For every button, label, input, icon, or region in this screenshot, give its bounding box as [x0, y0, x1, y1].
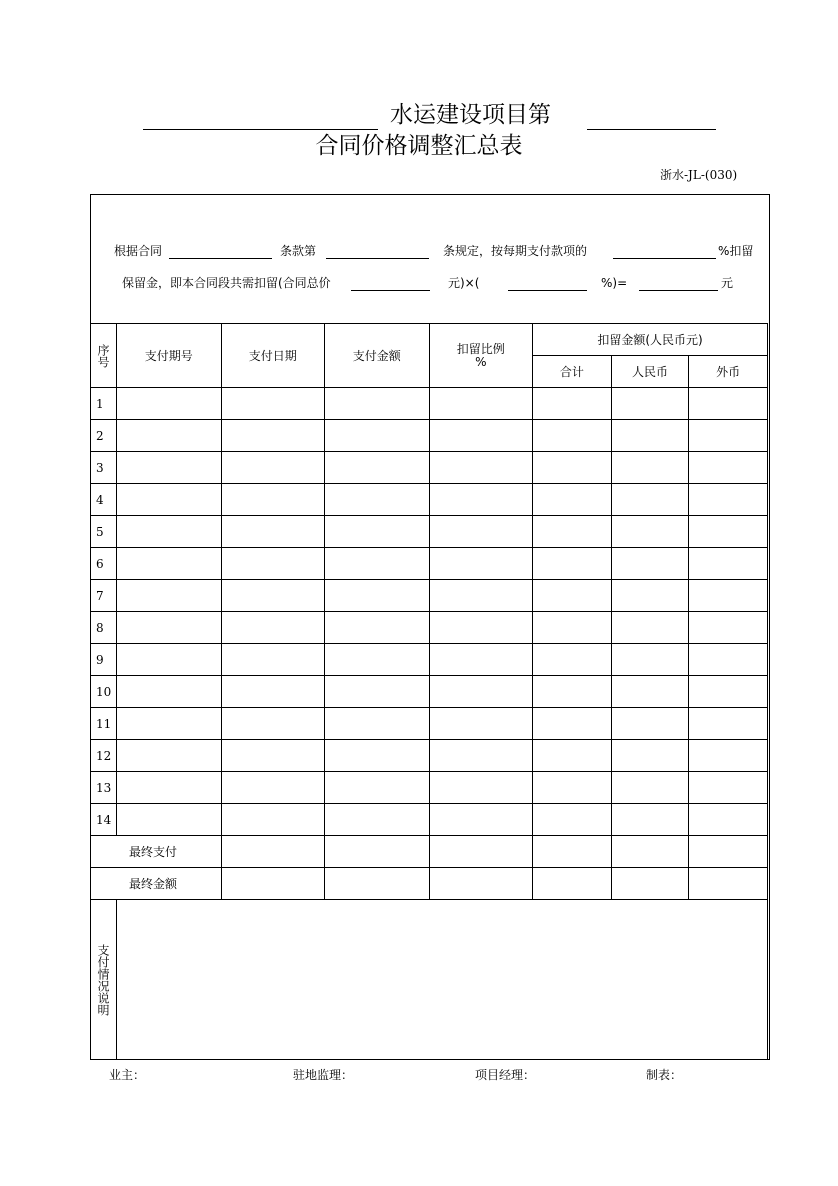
- final-amount-row: [91, 868, 768, 900]
- row-number: 3: [91, 452, 117, 484]
- cell-rmb[interactable]: [611, 388, 689, 420]
- cell-rmb[interactable]: [611, 804, 689, 836]
- cell-total[interactable]: [533, 804, 612, 836]
- row-number: 10: [91, 676, 117, 708]
- table-row: [91, 772, 768, 804]
- cell-foreign[interactable]: [689, 580, 768, 612]
- title-text-1: 水运建设项目第: [390, 102, 551, 128]
- cell-foreign[interactable]: [689, 388, 768, 420]
- blank-total-price: [351, 290, 430, 291]
- owner-label: 业主：: [109, 1068, 146, 1082]
- cell-period[interactable]: [116, 420, 221, 452]
- intro-text-withhold: %扣留: [718, 244, 754, 258]
- cell-rmb[interactable]: [611, 772, 689, 804]
- manager-label: 项目经理：: [475, 1068, 536, 1082]
- cell-foreign[interactable]: [689, 548, 768, 580]
- cell-rmb[interactable]: [611, 612, 689, 644]
- header-ratio: [429, 324, 533, 388]
- cell-date[interactable]: [221, 868, 325, 900]
- blank-percent: [613, 258, 716, 259]
- table-row: [91, 804, 768, 836]
- cell-amount[interactable]: [325, 388, 429, 420]
- table-row: [91, 484, 768, 516]
- header-ratio-unit: %: [475, 354, 487, 369]
- row-number: 2: [91, 420, 117, 452]
- table-row: [91, 644, 768, 676]
- cell-total[interactable]: [533, 548, 612, 580]
- cell-total[interactable]: [533, 388, 612, 420]
- header-withheld: 扣留金额(人民币元): [533, 324, 768, 356]
- blank-contract: [169, 258, 272, 259]
- row-number: 9: [91, 644, 117, 676]
- cell-date[interactable]: [221, 676, 325, 708]
- cell-amount[interactable]: [325, 836, 429, 868]
- final-payment-row-label: 最终支付: [91, 836, 222, 868]
- remarks-label: [91, 900, 117, 1060]
- table-row: [91, 388, 768, 420]
- page-title: 合同价格调整汇总表: [315, 133, 523, 159]
- cell-period[interactable]: [116, 644, 221, 676]
- intro-section: [91, 195, 769, 323]
- header-rmb: 人民币: [611, 356, 689, 388]
- header-period: 支付期号: [116, 324, 221, 388]
- cell-date[interactable]: [221, 612, 325, 644]
- cell-period[interactable]: [116, 580, 221, 612]
- cell-amount[interactable]: [325, 516, 429, 548]
- cell-date[interactable]: [221, 708, 325, 740]
- cell-foreign[interactable]: [689, 484, 768, 516]
- row-number: 1: [91, 388, 117, 420]
- header-amount: 支付金额: [325, 324, 429, 388]
- cell-period[interactable]: [116, 612, 221, 644]
- title-line-1: [0, 100, 838, 130]
- cell-ratio[interactable]: [429, 676, 533, 708]
- header-row-1: [91, 324, 768, 356]
- cell-amount[interactable]: [325, 420, 429, 452]
- row-number: 13: [91, 772, 117, 804]
- table-row: [91, 676, 768, 708]
- cell-date[interactable]: [221, 772, 325, 804]
- cell-ratio[interactable]: [429, 580, 533, 612]
- cell-amount[interactable]: [325, 772, 429, 804]
- cell-period[interactable]: [116, 676, 221, 708]
- row-number: 7: [91, 580, 117, 612]
- cell-period[interactable]: [116, 516, 221, 548]
- cell-period[interactable]: [116, 484, 221, 516]
- row-number: 12: [91, 740, 117, 772]
- cell-rmb[interactable]: [611, 516, 689, 548]
- cell-total[interactable]: [533, 580, 612, 612]
- remarks-label-text: 支付情况说明: [95, 943, 110, 1016]
- cell-foreign[interactable]: [689, 708, 768, 740]
- cell-amount[interactable]: [325, 548, 429, 580]
- cell-foreign[interactable]: [689, 676, 768, 708]
- cell-rmb[interactable]: [611, 676, 689, 708]
- table-row: [91, 708, 768, 740]
- header-foreign: 外币: [689, 356, 768, 388]
- final-amount-row-label: 最终金额: [91, 868, 222, 900]
- intro-text-contract: 根据合同: [114, 244, 163, 258]
- cell-total[interactable]: [533, 612, 612, 644]
- cell-foreign[interactable]: [689, 836, 768, 868]
- blank-clause: [326, 258, 429, 259]
- table-row: [91, 740, 768, 772]
- cell-total[interactable]: [533, 516, 612, 548]
- cell-date[interactable]: [221, 836, 325, 868]
- cell-date[interactable]: [221, 804, 325, 836]
- intro-text-yuan-times: 元)×(: [448, 276, 480, 290]
- blank-ratio: [508, 290, 587, 291]
- cell-date[interactable]: [221, 580, 325, 612]
- cell-rmb[interactable]: [611, 548, 689, 580]
- cell-period[interactable]: [116, 740, 221, 772]
- intro-text-equals: %)=: [601, 276, 628, 290]
- cell-ratio[interactable]: [429, 388, 533, 420]
- cell-amount[interactable]: [325, 612, 429, 644]
- cell-foreign[interactable]: [689, 612, 768, 644]
- cell-rmb[interactable]: [611, 868, 689, 900]
- signature-footer: [0, 1066, 838, 1084]
- cell-amount[interactable]: [325, 676, 429, 708]
- table-row: [91, 452, 768, 484]
- cell-amount[interactable]: [325, 868, 429, 900]
- cell-rmb[interactable]: [611, 580, 689, 612]
- cell-ratio[interactable]: [429, 772, 533, 804]
- title-blank-number: [587, 100, 716, 130]
- header-date: 支付日期: [221, 324, 325, 388]
- cell-rmb[interactable]: [611, 708, 689, 740]
- cell-ratio[interactable]: [429, 420, 533, 452]
- title-blank-project: [143, 100, 378, 130]
- table-row: [91, 548, 768, 580]
- form-number: 浙水-JL-(030): [660, 168, 738, 182]
- payment-table: [90, 323, 768, 1060]
- cell-total[interactable]: [533, 772, 612, 804]
- cell-rmb[interactable]: [611, 836, 689, 868]
- cell-rmb[interactable]: [611, 484, 689, 516]
- row-number: 4: [91, 484, 117, 516]
- preparer-label: 制表：: [646, 1068, 683, 1082]
- cell-period[interactable]: [116, 452, 221, 484]
- blank-result: [639, 290, 718, 291]
- cell-ratio[interactable]: [429, 708, 533, 740]
- remarks-row: [91, 900, 768, 1060]
- header-seq: 序号: [91, 324, 117, 388]
- cell-amount[interactable]: [325, 644, 429, 676]
- row-number: 6: [91, 548, 117, 580]
- cell-period[interactable]: [116, 388, 221, 420]
- cell-period[interactable]: [116, 708, 221, 740]
- cell-total[interactable]: [533, 644, 612, 676]
- cell-amount[interactable]: [325, 484, 429, 516]
- cell-total[interactable]: [533, 708, 612, 740]
- cell-ratio[interactable]: [429, 804, 533, 836]
- cell-period[interactable]: [116, 804, 221, 836]
- cell-date[interactable]: [221, 548, 325, 580]
- row-number: 14: [91, 804, 117, 836]
- header-total: 合计: [533, 356, 612, 388]
- cell-date[interactable]: [221, 420, 325, 452]
- cell-foreign[interactable]: [689, 868, 768, 900]
- cell-rmb[interactable]: [611, 740, 689, 772]
- cell-ratio[interactable]: [429, 612, 533, 644]
- cell-ratio[interactable]: [429, 516, 533, 548]
- cell-total[interactable]: [533, 740, 612, 772]
- row-number: 5: [91, 516, 117, 548]
- intro-text-clause: 条款第: [280, 244, 317, 258]
- cell-rmb[interactable]: [611, 420, 689, 452]
- cell-total[interactable]: [533, 420, 612, 452]
- cell-amount[interactable]: [325, 452, 429, 484]
- table-row: [91, 516, 768, 548]
- cell-foreign[interactable]: [689, 452, 768, 484]
- cell-total[interactable]: [533, 676, 612, 708]
- remarks-content[interactable]: [116, 900, 767, 1060]
- cell-total[interactable]: [533, 452, 612, 484]
- cell-foreign[interactable]: [689, 420, 768, 452]
- cell-date[interactable]: [221, 388, 325, 420]
- intro-text-retention: 保留金，即本合同段共需扣留(合同总价: [122, 276, 331, 290]
- table-row: [91, 580, 768, 612]
- cell-date[interactable]: [221, 452, 325, 484]
- cell-rmb[interactable]: [611, 644, 689, 676]
- cell-foreign[interactable]: [689, 740, 768, 772]
- cell-date[interactable]: [221, 644, 325, 676]
- cell-amount[interactable]: [325, 740, 429, 772]
- cell-total[interactable]: [533, 836, 612, 868]
- cell-foreign[interactable]: [689, 516, 768, 548]
- cell-period[interactable]: [116, 772, 221, 804]
- row-number: 8: [91, 612, 117, 644]
- cell-date[interactable]: [221, 740, 325, 772]
- final-payment-row: [91, 836, 768, 868]
- cell-ratio[interactable]: [429, 548, 533, 580]
- cell-amount[interactable]: [325, 580, 429, 612]
- cell-ratio[interactable]: [429, 740, 533, 772]
- intro-text-rule: 条规定，按每期支付款项的: [443, 244, 588, 258]
- cell-ratio[interactable]: [429, 644, 533, 676]
- cell-rmb[interactable]: [611, 452, 689, 484]
- table-row: [91, 612, 768, 644]
- cell-period[interactable]: [116, 548, 221, 580]
- cell-total[interactable]: [533, 484, 612, 516]
- cell-foreign[interactable]: [689, 804, 768, 836]
- intro-text-yuan: 元: [721, 276, 734, 290]
- cell-foreign[interactable]: [689, 644, 768, 676]
- cell-date[interactable]: [221, 484, 325, 516]
- table-row: [91, 420, 768, 452]
- summary-sheet: [90, 194, 770, 1060]
- row-number: 11: [91, 708, 117, 740]
- cell-ratio[interactable]: [429, 836, 533, 868]
- cell-ratio[interactable]: [429, 484, 533, 516]
- header-ratio-label: 扣留比例: [456, 341, 505, 356]
- supervisor-label: 驻地监理：: [293, 1068, 354, 1082]
- cell-amount[interactable]: [325, 804, 429, 836]
- cell-foreign[interactable]: [689, 772, 768, 804]
- cell-amount[interactable]: [325, 708, 429, 740]
- cell-ratio[interactable]: [429, 452, 533, 484]
- cell-date[interactable]: [221, 516, 325, 548]
- cell-ratio[interactable]: [429, 868, 533, 900]
- cell-total[interactable]: [533, 868, 612, 900]
